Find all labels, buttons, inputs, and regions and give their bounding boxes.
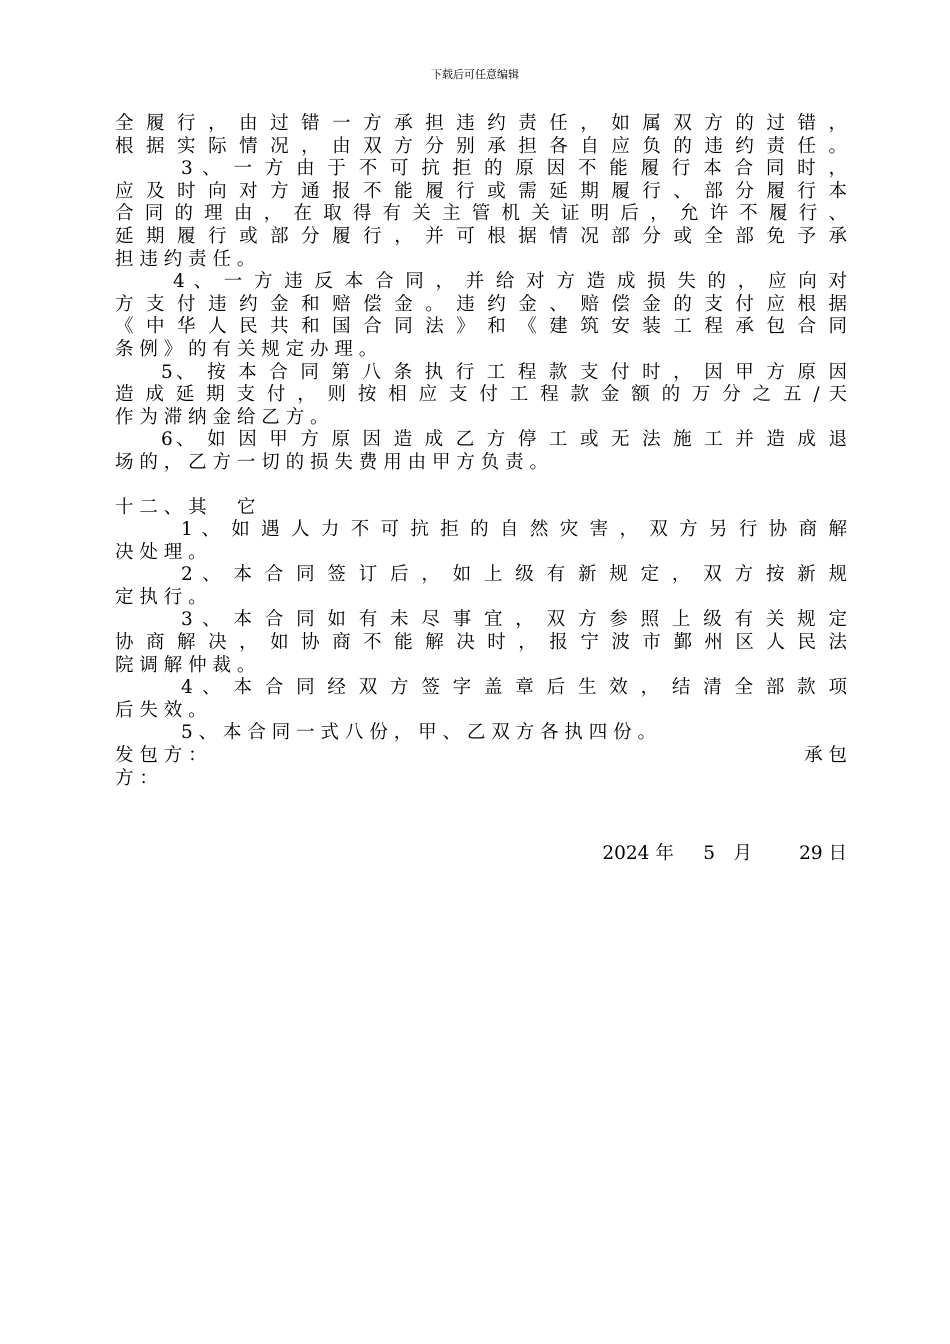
text-line: 院 调 解 仲 裁 。 xyxy=(115,654,256,676)
text-line: 条 例 》 的 有 关 规 定 办 理 。 xyxy=(115,338,378,360)
other-clause-1-line: 1 、 如 遇 人 力 不 可 抗 拒 的 自 然 灾 害 ， 双 方 另 行 协 商 解 xyxy=(181,519,847,541)
party-b-label-cont: 方 ： xyxy=(115,767,158,789)
text-line: 合 同 的 理 由 ， 在 取 得 有 关 主 管 机 关 证 明 后 ， 允 许 不 履 行 、 xyxy=(115,203,847,225)
date-year: 2024 年 xyxy=(602,843,674,864)
other-clause-4-line: 4 、 本 合 同 经 双 方 签 字 盖 章 后 生 效 ， 结 清 全 部 款 项 xyxy=(181,677,847,699)
text-line: 应 及 时 向 对 方 通 报 不 能 履 行 或 需 延 期 履 行 、 部 分 履 行 本 xyxy=(115,180,847,202)
clause-6-line: 6、 如 因 甲 方 原 因 造 成 乙 方 停 工 或 无 法 施 工 并 造 成 退 xyxy=(161,429,847,451)
clause-4-line: 4 、 一 方 违 反 本 合 同 ， 并 给 对 方 造 成 损 失 的 ， 应 向 对 xyxy=(173,271,847,293)
other-clause-5-line: 5 、 本 合 同 一 式 八 份 ， 甲 、 乙 双 方 各 执 四 份 。 xyxy=(181,722,657,744)
text-line: 延 期 履 行 或 部 分 履 行 ， 并 可 根 据 情 况 部 分 或 全 部 免 予 承 xyxy=(115,225,847,247)
text-line: 作 为 滞 纳 金 给 乙 方 。 xyxy=(115,406,329,428)
party-b-label: 承 包 xyxy=(804,745,847,767)
text-line: 方 支 付 违 约 金 和 赔 偿 金 。 违 约 金 、 赔 偿 金 的 支 付 应 根 据 xyxy=(115,293,847,315)
other-clause-3-line: 3 、 本 合 同 如 有 未 尽 事 宜 ， 双 方 参 照 上 级 有 关 规 定 xyxy=(181,609,847,631)
contract-body xyxy=(115,113,847,790)
date-month: 5 月 xyxy=(703,843,753,864)
page-header-note: 下载后可任意编辑 xyxy=(431,68,519,81)
text-line: 担 违 约 责 任 。 xyxy=(115,248,256,270)
text-line: 场 的 ， 乙 方 一 切 的 损 失 费 用 由 甲 方 负 责 。 xyxy=(115,451,548,473)
signing-date xyxy=(602,843,847,865)
clause-5-line: 5、 按 本 合 同 第 八 条 执 行 工 程 款 支 付 时 ， 因 甲 方 原 因 xyxy=(161,361,847,383)
text-line: 根 据 实 际 情 况 ， 由 双 方 分 别 承 担 各 自 应 负 的 违 约 责 任 。 xyxy=(115,135,847,157)
date-day: 29 日 xyxy=(799,843,847,864)
signature-row xyxy=(115,745,847,768)
text-line: 定 执 行 。 xyxy=(115,586,207,608)
text-line: 后 失 效 。 xyxy=(115,699,207,721)
text-line: 全 履 行 ， 由 过 错 一 方 承 担 违 约 责 任 ， 如 属 双 方 的 过 错 ， xyxy=(115,113,847,134)
text-line: 决 处 理 。 xyxy=(115,541,207,563)
clause-3-line: 3 、 一 方 由 于 不 可 抗 拒 的 原 因 不 能 履 行 本 合 同 时 ， xyxy=(181,158,847,180)
party-a-label: 发 包 方 ： xyxy=(115,745,207,767)
text-line: 协 商 解 决 ， 如 协 商 不 能 解 决 时 ， 报 宁 波 市 鄞 州 区 人 民 法 xyxy=(115,632,847,654)
other-clause-2-line: 2 、 本 合 同 签 订 后 ， 如 上 级 有 新 规 定 ， 双 方 按 新 规 xyxy=(181,564,847,586)
text-line: 《 中 华 人 民 共 和 国 合 同 法 》 和 《 建 筑 安 装 工 程 承 包 合 同 xyxy=(115,316,847,338)
text-line: 造 成 延 期 支 付 ， 则 按 相 应 支 付 工 程 款 金 额 的 万 分 之 五 / 天 xyxy=(115,384,847,406)
section-heading-other: 十 二 、 其 它 xyxy=(115,496,256,518)
